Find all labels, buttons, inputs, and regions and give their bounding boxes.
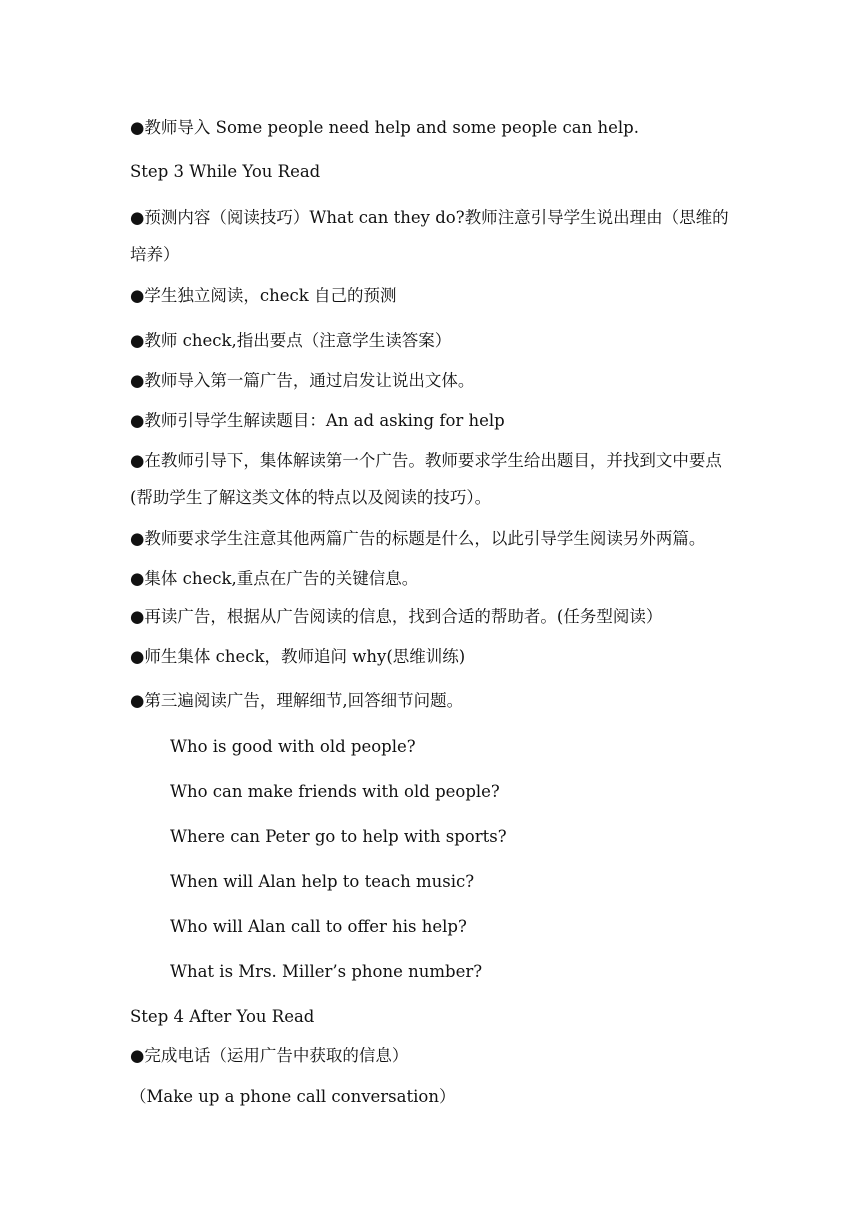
paragraph-reread-ads: ●再读广告，根据从广告阅读的信息，找到合适的帮助者。(任务型阅读） (130, 607, 663, 626)
heading-step-3: Step 3 While You Read (130, 162, 321, 181)
paragraph-third-reading: ●第三遍阅读广告，理解细节,回答细节问题。 (130, 691, 464, 710)
paragraph-phone-call: ●完成电话（运用广告中获取的信息） (130, 1046, 409, 1065)
question-item: Who is good with old people? (170, 737, 416, 756)
paragraph-phone-conversation: （Make up a phone call conversation） (130, 1087, 456, 1106)
question-item: Who will Alan call to offer his help? (170, 917, 467, 936)
paragraph-title-interpretation: ●教师引导学生解读题目：An ad asking for help (130, 411, 505, 430)
paragraph-teacher-check: ●教师 check,指出要点（注意学生读答案） (130, 331, 452, 350)
paragraph-collective-reading: ●在教师引导下，集体解读第一个广告。教师要求学生给出题目，并找到文中要点(帮助学生了解这类文体的特点以及阅读的技巧）。 (130, 451, 722, 507)
paragraph-collective-check: ●集体 check,重点在广告的关键信息。 (130, 569, 419, 588)
heading-step-4: Step 4 After You Read (130, 1007, 315, 1026)
paragraph-predict-content: ●预测内容（阅读技巧）What can they do?教师注意引导学生说出理由（思维的培养） (130, 208, 729, 264)
paragraph-teacher-student-check: ●师生集体 check，教师追问 why(思维训练) (130, 647, 466, 666)
paragraph-teacher-intro: ●教师导入 Some people need help and some people can help. (130, 118, 639, 137)
question-item: Where can Peter go to help with sports? (170, 827, 507, 846)
paragraph-other-ads: ●教师要求学生注意其他两篇广告的标题是什么，以此引导学生阅读另外两篇。 (130, 529, 706, 548)
paragraph-first-ad-intro: ●教师导入第一篇广告，通过启发让说出文体。 (130, 371, 475, 390)
question-item: What is Mrs. Miller’s phone number? (170, 962, 483, 981)
question-item: Who can make friends with old people? (170, 782, 500, 801)
paragraph-independent-reading: ●学生独立阅读，check 自己的预测 (130, 286, 397, 305)
question-item: When will Alan help to teach music? (170, 872, 475, 891)
